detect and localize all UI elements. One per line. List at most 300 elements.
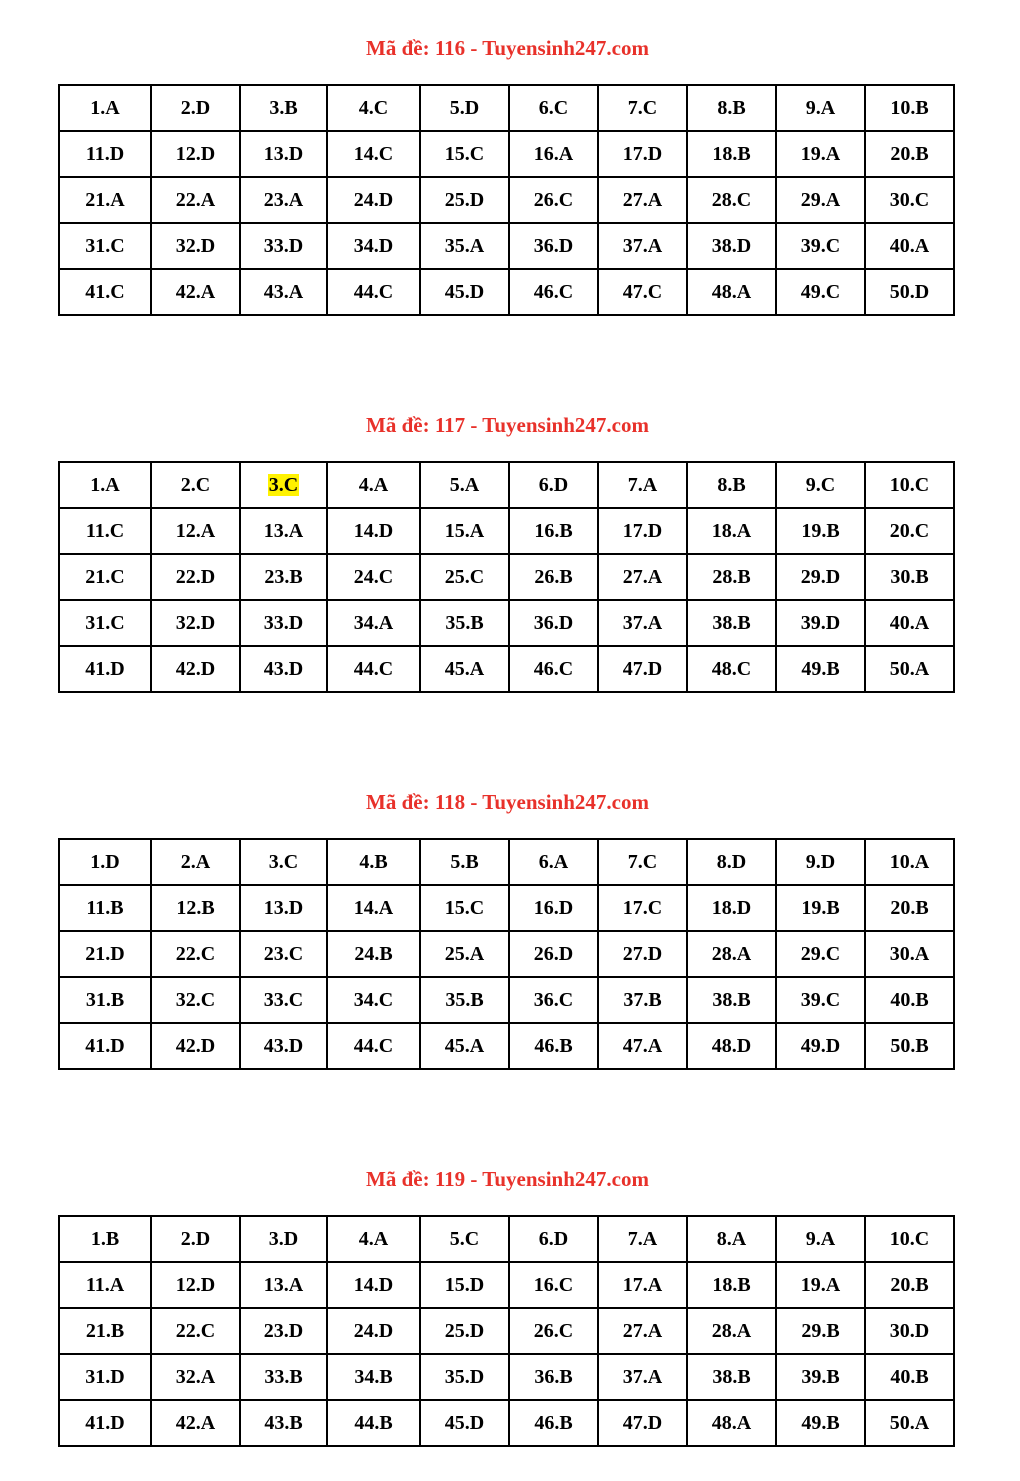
answer-label: 44.C [353,1034,394,1057]
answer-label: 21.B [85,1319,125,1342]
table-row [59,600,954,646]
answer-cell [687,462,776,508]
exam-heading: Mã đề: 117 - Tuyensinh247.com [366,413,649,437]
table-row [59,554,954,600]
answer-label: 24.B [354,942,393,965]
answer-label: 30.B [890,565,929,588]
answer-label: 32.D [175,611,216,634]
answer-cell [687,131,776,177]
answer-label: 6.A [538,850,569,873]
answer-label: 3.C [268,473,299,496]
answer-label: 11.C [85,519,125,542]
answer-label: 20.C [889,519,930,542]
answer-label: 8.B [717,473,746,496]
answer-label: 28.C [711,188,752,211]
answer-cell [240,931,327,977]
answer-label: 7.C [627,850,658,873]
answer-label: 7.C [627,96,658,119]
answer-cell [687,269,776,315]
answer-cell [865,1354,954,1400]
answer-cell [865,885,954,931]
answer-cell [420,977,509,1023]
answer-cell [59,177,151,223]
answer-label: 3.B [269,96,298,119]
answer-label: 35.B [445,611,484,634]
answer-label: 22.C [175,1319,216,1342]
answer-cell [687,839,776,885]
answer-label: 8.B [717,96,746,119]
answer-cell [420,1354,509,1400]
table-row [59,931,954,977]
answer-grid [59,85,954,315]
answer-cell [59,508,151,554]
answer-cell [776,646,865,692]
answer-cell [865,600,954,646]
answer-label: 29.A [800,188,841,211]
answer-cell [240,223,327,269]
answer-label: 18.B [712,142,751,165]
answer-cell [865,85,954,131]
answer-cell [509,1400,598,1446]
answer-label: 1.A [90,96,120,119]
answer-cell [327,931,420,977]
answer-label: 5.A [449,473,480,496]
answer-cell [509,1262,598,1308]
answer-label: 43.D [263,657,304,680]
answer-cell [776,177,865,223]
answer-label: 41.D [85,1411,125,1434]
table-row [59,1354,954,1400]
answer-label: 18.A [711,519,752,542]
exam-heading: Mã đề: 118 - Tuyensinh247.com [366,790,649,814]
answer-label: 25.D [444,1319,485,1342]
answer-label: 33.C [263,988,304,1011]
answer-label: 25.D [444,188,485,211]
answer-label: 37.A [622,1365,663,1388]
answer-label: 38.D [711,234,752,257]
answer-cell [687,223,776,269]
answer-label: 11.A [85,1273,125,1296]
answer-cell [865,839,954,885]
answer-label: 17.D [622,142,663,165]
answer-cell [151,885,240,931]
answer-cell [151,462,240,508]
answer-cell [598,131,687,177]
answer-cell [687,554,776,600]
answer-label: 5.D [449,96,480,119]
answer-label: 37.A [622,234,663,257]
answer-label: 34.B [354,1365,393,1388]
answer-label: 11.D [85,142,125,165]
answer-cell [420,131,509,177]
answer-label: 32.A [175,1365,216,1388]
answer-cell [59,1216,151,1262]
answer-label: 24.D [353,1319,394,1342]
answer-label: 34.C [353,988,394,1011]
answer-label: 18.B [712,1273,751,1296]
answer-cell [420,85,509,131]
answer-grid [59,1216,954,1446]
answer-label: 11.B [86,896,124,919]
answer-cell [240,1354,327,1400]
answer-label: 28.A [711,1319,752,1342]
answer-cell [59,462,151,508]
answer-cell [598,931,687,977]
answer-cell [776,131,865,177]
answer-label: 42.A [175,280,216,303]
table-row [59,1216,954,1262]
answer-cell [327,462,420,508]
answer-label: 23.C [263,942,304,965]
answer-cell [59,554,151,600]
answer-cell [59,839,151,885]
answer-label: 28.B [712,565,751,588]
answer-label: 23.B [264,565,303,588]
answer-label: 2.D [180,96,211,119]
table-row [59,269,954,315]
answer-label: 39.C [800,234,841,257]
answer-cell [420,646,509,692]
answer-cell [59,600,151,646]
answer-label: 28.A [711,942,752,965]
answer-label: 4.C [358,96,389,119]
answer-label: 42.D [175,657,216,680]
answer-label: 20.B [890,1273,929,1296]
answer-cell [420,885,509,931]
answer-cell [240,1400,327,1446]
answer-cell [598,600,687,646]
answer-cell [776,931,865,977]
answer-cell [327,85,420,131]
answer-cell [598,839,687,885]
answer-cell [598,223,687,269]
table-row [59,646,954,692]
answer-label: 45.A [444,1034,485,1057]
answer-label: 48.D [711,1034,752,1057]
answer-label: 22.A [175,188,216,211]
answer-cell [687,977,776,1023]
answer-label: 46.C [533,657,574,680]
answer-label: 38.B [712,1365,751,1388]
answer-label: 44.C [353,280,394,303]
answer-label: 4.A [358,473,389,496]
exam-heading: Mã đề: 119 - Tuyensinh247.com [366,1167,649,1191]
answer-cell [151,646,240,692]
answer-cell [240,1023,327,1069]
answer-label: 29.D [800,565,841,588]
table-row [59,508,954,554]
answer-label: 43.A [263,280,304,303]
answer-cell [420,1023,509,1069]
answer-cell [327,1308,420,1354]
answer-cell [865,1308,954,1354]
answer-label: 13.A [263,1273,304,1296]
answer-label: 41.D [85,657,125,680]
answer-cell [687,1354,776,1400]
answer-label: 30.A [889,942,930,965]
answer-label: 50.D [889,280,930,303]
answer-label: 39.C [800,988,841,1011]
answer-cell [151,508,240,554]
answer-label: 1.B [90,1227,120,1250]
answer-label: 15.A [444,519,485,542]
answer-label: 38.B [712,988,751,1011]
answer-label: 27.A [622,1319,663,1342]
answer-cell [509,646,598,692]
table-row [59,885,954,931]
answer-cell [420,600,509,646]
answer-cell [327,1216,420,1262]
answer-cell [509,223,598,269]
answer-label: 2.D [180,1227,211,1250]
answer-cell [776,1400,865,1446]
answer-cell [687,1308,776,1354]
answer-label: 38.B [712,611,751,634]
answer-cell [59,223,151,269]
answer-label: 48.C [711,657,752,680]
answer-label: 46.B [534,1411,573,1434]
answer-label: 21.D [85,942,125,965]
answer-label: 34.A [353,611,394,634]
answer-label: 31.D [85,1365,125,1388]
answer-cell [598,1216,687,1262]
answer-label: 6.D [538,473,569,496]
answer-cell [59,1400,151,1446]
answer-label: 31.C [85,234,125,257]
answer-cell [420,177,509,223]
answer-label: 12.A [175,519,216,542]
answer-label: 36.B [534,1365,573,1388]
answer-cell [687,85,776,131]
answer-cell [598,885,687,931]
answer-cell [151,1308,240,1354]
answer-label: 32.C [175,988,216,1011]
answer-cell [776,1308,865,1354]
table-row [59,1308,954,1354]
answer-label: 13.A [263,519,304,542]
answer-label: 35.B [445,988,484,1011]
table-row [59,1262,954,1308]
answer-label: 33.B [264,1365,303,1388]
answer-label: 33.D [263,611,304,634]
answer-cell [687,1216,776,1262]
answer-cell [776,554,865,600]
answer-label: 24.D [353,188,394,211]
answer-cell [59,1308,151,1354]
answer-cell [509,885,598,931]
answer-cell [865,554,954,600]
answer-label: 49.D [800,1034,841,1057]
answer-label: 27.A [622,188,663,211]
answer-cell [59,1354,151,1400]
answer-cell [240,85,327,131]
answer-label: 45.D [444,280,485,303]
answer-cell [687,1400,776,1446]
table-row [59,1400,954,1446]
answer-label: 49.C [800,280,841,303]
answer-label: 16.C [533,1273,574,1296]
table-row [59,223,954,269]
answer-cell [687,508,776,554]
answer-cell [420,269,509,315]
answer-label: 14.D [353,519,394,542]
answer-label: 20.B [890,142,929,165]
answer-cell [327,223,420,269]
answer-cell [776,1354,865,1400]
answer-label: 36.D [533,611,574,634]
answer-label: 8.D [716,850,747,873]
answer-label: 13.D [263,142,304,165]
answer-cell [687,600,776,646]
answer-cell [327,1262,420,1308]
answer-cell [240,177,327,223]
answer-cell [327,600,420,646]
answer-cell [776,600,865,646]
answer-cell [598,1400,687,1446]
answer-label: 50.B [890,1034,929,1057]
answer-label: 17.D [622,519,663,542]
answer-cell [509,269,598,315]
answer-label: 35.A [444,234,485,257]
answer-label: 47.A [622,1034,663,1057]
answer-cell [420,1308,509,1354]
answer-label: 17.C [622,896,663,919]
answer-label: 10.B [890,96,929,119]
answer-cell [240,1262,327,1308]
answer-cell [240,462,327,508]
answer-label: 15.C [444,896,485,919]
answer-label: 21.A [85,188,125,211]
answer-cell [59,269,151,315]
answer-cell [327,554,420,600]
answer-label: 43.B [264,1411,303,1434]
answer-cell [509,85,598,131]
answer-cell [509,508,598,554]
answer-cell [598,177,687,223]
answer-cell [509,177,598,223]
answer-cell [598,554,687,600]
answer-cell [240,839,327,885]
answer-cell [509,554,598,600]
answer-cell [687,177,776,223]
answer-label: 47.C [622,280,663,303]
answer-cell [327,1354,420,1400]
answer-label: 36.D [533,234,574,257]
answer-label: 43.D [263,1034,304,1057]
answer-cell [687,931,776,977]
answer-cell [865,1216,954,1262]
answer-label: 1.A [90,473,120,496]
answer-label: 46.B [534,1034,573,1057]
answer-cell [420,1216,509,1262]
answer-cell [509,1023,598,1069]
answer-cell [151,839,240,885]
answer-cell [151,1023,240,1069]
answer-label: 5.C [449,1227,480,1250]
answer-cell [151,1216,240,1262]
answer-cell [327,646,420,692]
answer-cell [151,177,240,223]
answer-label: 20.B [890,896,929,919]
exam-heading: Mã đề: 116 - Tuyensinh247.com [366,36,649,60]
answer-cell [59,646,151,692]
answer-label: 10.A [889,850,930,873]
answer-label: 26.B [534,565,573,588]
answer-cell [420,554,509,600]
table-row [59,177,954,223]
answer-label: 48.A [711,280,752,303]
answer-label: 12.D [175,142,216,165]
answer-label: 3.D [268,1227,299,1250]
answer-label: 40.B [890,1365,929,1388]
answer-cell [59,1023,151,1069]
answer-grid [59,839,954,1069]
answer-label: 41.D [85,1034,125,1057]
answer-label: 9.A [805,1227,836,1250]
answer-cell [509,977,598,1023]
table-row [59,131,954,177]
answer-label: 47.D [622,657,663,680]
answer-cell [420,1262,509,1308]
answer-cell [687,885,776,931]
answer-label: 36.C [533,988,574,1011]
answer-cell [865,131,954,177]
answer-cell [240,554,327,600]
answer-cell [509,931,598,977]
answer-cell [420,1400,509,1446]
answer-cell [420,462,509,508]
answer-label: 40.A [889,234,930,257]
answer-label: 27.D [622,942,663,965]
answer-cell [151,85,240,131]
answer-cell [59,977,151,1023]
answer-label: 26.D [533,942,574,965]
answer-label: 6.C [538,96,569,119]
answer-cell [865,1400,954,1446]
answer-label: 4.B [359,850,388,873]
answer-cell [59,1262,151,1308]
answer-cell [327,508,420,554]
answer-label: 15.C [444,142,485,165]
answer-label: 35.D [444,1365,485,1388]
answer-label: 14.A [353,896,394,919]
answer-cell [420,223,509,269]
answer-label: 46.C [533,280,574,303]
answer-cell [598,462,687,508]
answer-label: 15.D [444,1273,485,1296]
answer-label: 22.D [175,565,216,588]
answer-label: 12.B [176,896,215,919]
answer-label: 19.A [800,142,841,165]
answer-label: 10.C [889,1227,930,1250]
answer-label: 25.A [444,942,485,965]
answer-cell [776,839,865,885]
answer-cell [327,1023,420,1069]
answer-label: 18.D [711,896,752,919]
answer-cell [240,508,327,554]
answer-label: 49.B [801,1411,840,1434]
answer-label: 1.D [90,850,120,873]
answer-cell [598,646,687,692]
answer-cell [687,1262,776,1308]
answer-label: 14.D [353,1273,394,1296]
answer-cell [151,977,240,1023]
answer-cell [509,462,598,508]
answer-label: 44.B [354,1411,393,1434]
answer-label: 42.A [175,1411,216,1434]
answer-label: 23.A [263,188,304,211]
answer-label: 4.A [358,1227,389,1250]
